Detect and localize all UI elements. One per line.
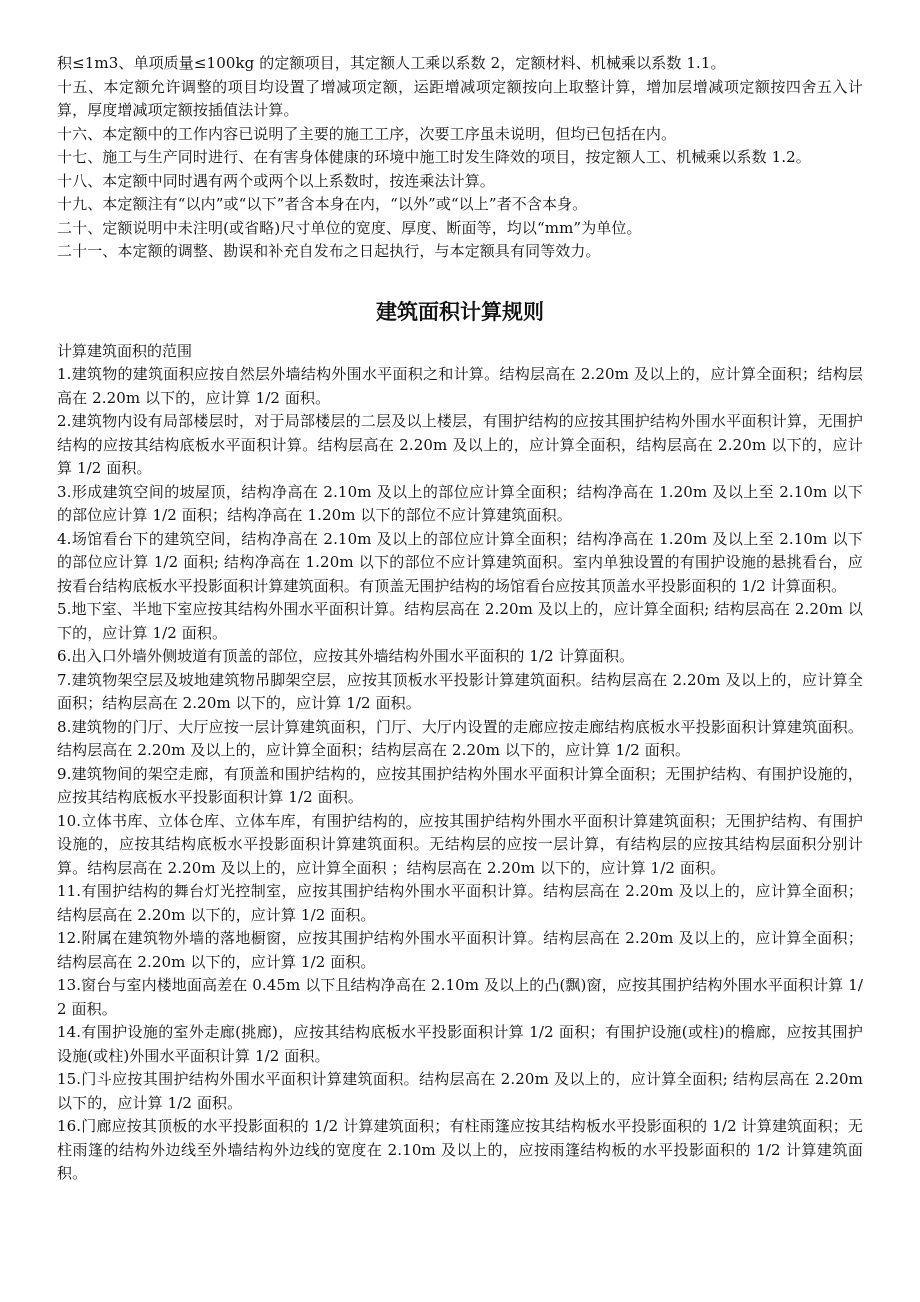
rule-item: 9.建筑物间的架空走廊，有顶盖和围护结构的，应按其围护结构外围水平面积计算全面积；无围护结构、有围护设施的，应按其结构底板水平投影面积计算 1/2 面积。 — [57, 764, 863, 806]
rule-item: 12.附属在建筑物外墙的落地橱窗，应按其围护结构外围水平面积计算。结构层高在 2.20m 及以上的，应计算全面积；结构层高在 2.20m 以下的，应计算 1/2 面积。 — [57, 929, 863, 971]
rule-item: 5.地下室、半地下室应按其结构外围水平面积计算。结构层高在 2.20m 及以上的，应计算全面积; 结构层高在 2.20m 以下的，应计算 1/2 面积。 — [57, 600, 863, 642]
intro-paragraph: 十五、本定额允许调整的项目均设置了增减项定额，运距增减项定额按向上取整计算，增加层增减项定额按四舍五入计算，厚度增减项定额按插值法计算。 — [57, 77, 863, 119]
section-title: 建筑面积计算规则 — [376, 299, 544, 324]
rule-item: 1.建筑物的建筑面积应按自然层外墙结构外围水平面积之和计算。结构层高在 2.20m 及以上的，应计算全面积；结构层高在 2.20m 以下的，应计算 1/2 面积。 — [57, 365, 863, 407]
rule-item: 15.门斗应按其围护结构外围水平面积计算建筑面积。结构层高在 2.20m 及以上的，应计算全面积; 结构层高在 2.20m 以下的，应计算 1/2 面积。 — [57, 1070, 863, 1112]
rule-item: 6.出入口外墙外侧坡道有顶盖的部位，应按其外墙结构外围水平面积的 1/2 计算面积。 — [57, 647, 635, 665]
intro-section — [57, 52, 863, 264]
intro-paragraph: 十八、本定额中同时遇有两个或两个以上系数时，按连乘法计算。 — [57, 171, 495, 190]
rule-item: 4.场馆看台下的建筑空间，结构净高在 2.10m 及以上的部位应计算全面积；结构净高在 1.20m 及以上至 2.10m 以下的部位应计算 1/2 面积; 结构净高在 1.20m 以下的部位不应计算建筑面积。室内单独设置的有围护设施的悬挑看台，应按看台结构底板水平投影面积计算建筑面积。有顶盖无围护结构的场馆看台应按其顶盖水平投影面积的 1/2 计算面积。 — [57, 529, 863, 595]
rules-list — [57, 363, 863, 1186]
intro-paragraph: 积≤1m3、单项质量≤100kg 的定额项目，其定额人工乘以系数 2，定额材料、机械乘以系数 1.1。 — [57, 54, 726, 72]
intro-paragraph: 二十、定额说明中未注明(或省略)尺寸单位的宽度、厚度、断面等，均以“mm”为单位。 — [57, 218, 642, 237]
rule-item: 16.门廊应按其顶板的水平投影面积的 1/2 计算建筑面积；有柱雨篷应按其结构板水平投影面积的 1/2 计算建筑面积；无柱雨篷的结构外边线至外墙结构外边线的宽度在 2.10m 及以上的，应按雨篷结构板的水平投影面积的 1/2 计算建筑面积。 — [57, 1117, 863, 1182]
rule-item: 13.窗台与室内楼地面高差在 0.45m 以下且结构净高在 2.10m 及以上的凸(飘)窗，应按其围护结构外围水平面积计算 1/2 面积。 — [57, 976, 863, 1018]
rule-item: 10.立体书库、立体仓库、立体车库，有围护结构的，应按其围护结构外围水平面积计算建筑面积；无围护结构、有围护设施的，应按其结构底板水平投影面积计算建筑面积。无结构层的应按一层计算，有结构层的应按其结构层面积分别计算。结构层高在 2.20m 及以上的，应计算全面积 ；结构层高在 2.20m 以下的，应计算 1/2 面积。 — [57, 811, 863, 877]
rule-item: 14.有围护设施的室外走廊(挑廊)，应按其结构底板水平投影面积计算 1/2 面积；有围护设施(或柱)的檐廊，应按其围护设施(或柱)外围水平面积计算 1/2 面积。 — [57, 1023, 863, 1065]
rule-item: 11.有围护结构的舞台灯光控制室，应按其围护结构外围水平面积计算。结构层高在 2.20m 及以上的，应计算全面积；结构层高在 2.20m 以下的，应计算 1/2 面积。 — [57, 882, 863, 924]
section-subhead: 计算建筑面积的范围 — [57, 341, 193, 360]
intro-paragraph: 二十一、本定额的调整、勘误和补充自发布之日起执行，与本定额具有同等效力。 — [57, 242, 601, 260]
rule-item: 3.形成建筑空间的坡屋顶，结构净高在 2.10m 及以上的部位应计算全面积；结构净高在 1.20m 及以上至 2.10m 以下的部位应计算 1/2 面积；结构净高在 1.20m 以下的部位不应计算建筑面积。 — [57, 482, 863, 524]
rule-item: 7.建筑物架空层及坡地建筑物吊脚架空层，应按其顶板水平投影计算建筑面积。结构层高在 2.20m 及以上的，应计算全面积；结构层高在 2.20m 以下的，应计算 1/2 面积。 — [57, 670, 863, 712]
document-page — [57, 52, 863, 1186]
rule-item: 2.建筑物内设有局部楼层时，对于局部楼层的二层及以上楼层，有围护结构的应按其围护结构外围水平面积计算，无围护结构的应按其结构底板水平面积计算。结构层高在 2.20m 及以上的，应计算全面积，结构层高在 2.20m 以下的，应计算 1/2 面积。 — [57, 412, 863, 477]
intro-paragraph: 十七、施工与生产同时进行、在有害身体健康的环境中施工时发生降效的项目，按定额人工、机械乘以系数 1.2。 — [57, 148, 811, 166]
intro-paragraph: 十六、本定额中的工作内容已说明了主要的施工工序，次要工序虽未说明，但均已包括在内。 — [57, 124, 677, 143]
intro-paragraph: 十九、本定额注有“以内”或“以下”者含本身在内，“以外”或“以上”者不含本身。 — [57, 195, 588, 213]
rule-item: 8.建筑物的门厅、大厅应按一层计算建筑面积，门厅、大厅内设置的走廊应按走廊结构底板水平投影面积计算建筑面积。结构层高在 2.20m 及以上的，应计算全面积；结构层高在 2.20m 以下的，应计算 1/2 面积。 — [57, 717, 863, 759]
